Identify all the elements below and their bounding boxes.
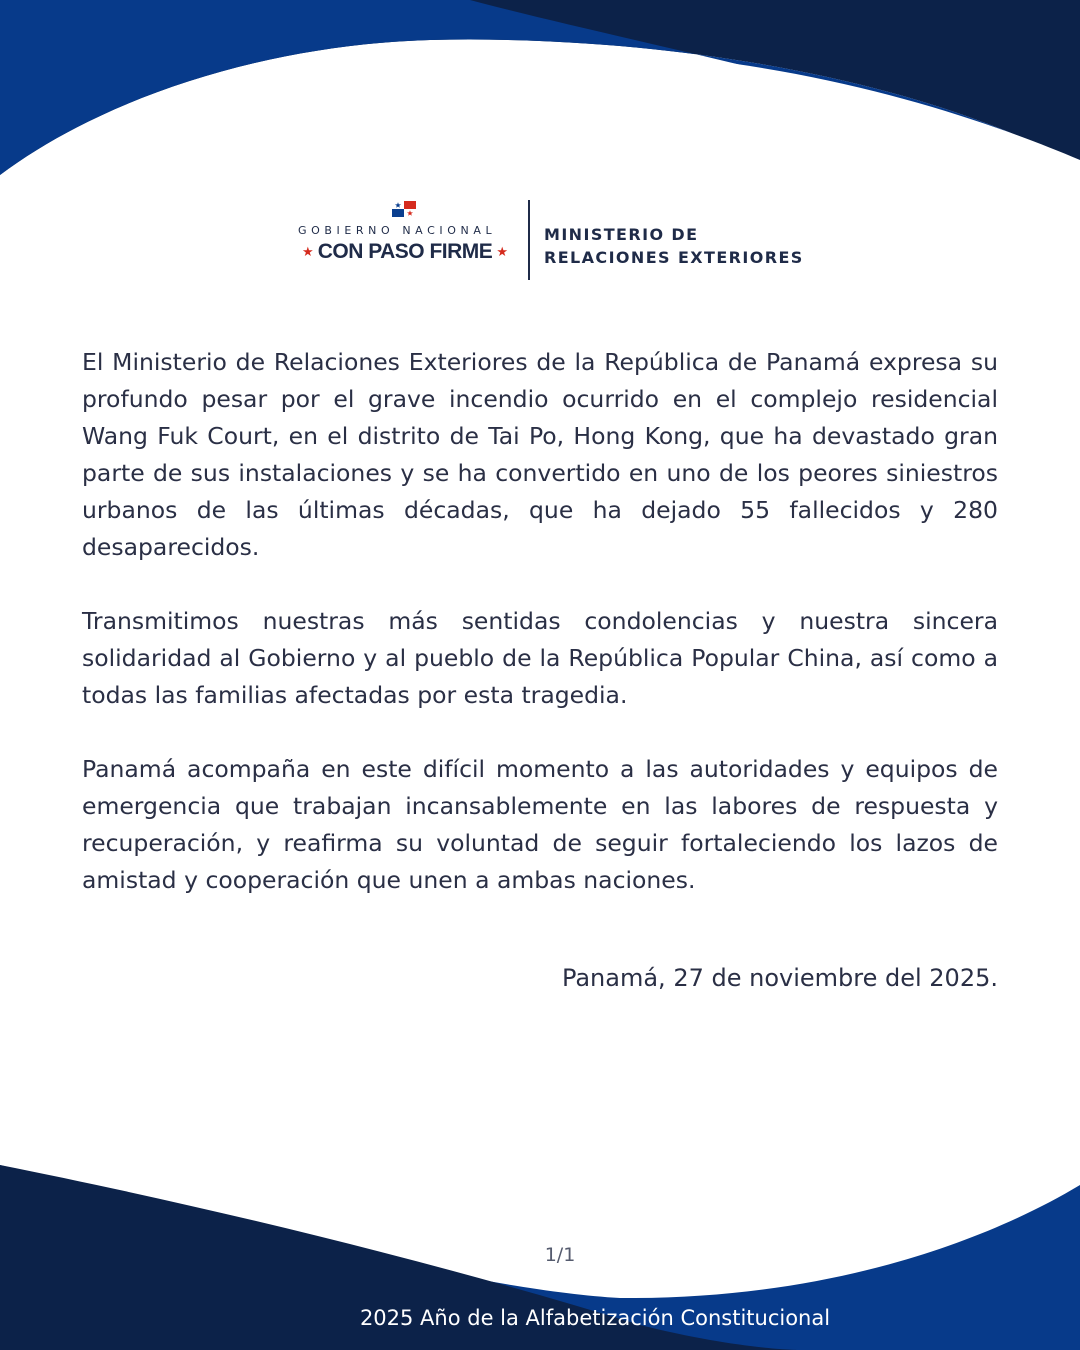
ministry-line-1: MINISTERIO DE <box>544 225 699 244</box>
ministry-line-2: RELACIONES EXTERIORES <box>544 248 804 267</box>
statement-body <box>82 344 998 936</box>
header-logos <box>0 195 1080 285</box>
paragraph: El Ministerio de Relaciones Exteriores de la República de Panamá expresa su profundo pesar por el grave incendio ocurrido en el complejo residencial Wang Fuk Court, en el distrito de Tai Po, Hong Kong, que ha devastado gran parte de sus instalaciones y se ha convertido en uno de los peores siniestros urbanos de las últimas décadas, que ha dejado 55 fallecidos y 280 desaparecidos. <box>82 348 998 561</box>
star-icon: ★ <box>496 245 508 260</box>
page-number: 1/1 <box>544 1244 576 1266</box>
logo-divider <box>528 200 530 280</box>
gov-slogan <box>298 240 512 264</box>
date-signature: Panamá, 27 de noviembre del 2025. <box>561 964 998 992</box>
gov-title: GOBIERNO NACIONAL <box>298 224 497 237</box>
footer-motto: 2025 Año de la Alfabetización Constitucional <box>359 1306 831 1330</box>
paragraph: Transmitimos nuestras más sentidas condolencias y nuestra sincera solidaridad al Gobierno y al pueblo de la República Popular China, así como a todas las familias afectadas por esta tragedia. <box>82 607 998 709</box>
paragraph: Panamá acompaña en este difícil momento a las autoridades y equipos de emergencia que trabajan incansablemente en las labores de respuesta y recuperación, y reafirma su voluntad de seguir fortaleciendo los lazos de amistad y cooperación que unen a ambas naciones. <box>82 755 998 894</box>
gov-slogan-text: CON PASO FIRME <box>317 240 493 263</box>
ministry-logo <box>544 223 804 269</box>
star-icon: ★ <box>302 245 314 260</box>
panama-flag-icon <box>392 201 416 217</box>
